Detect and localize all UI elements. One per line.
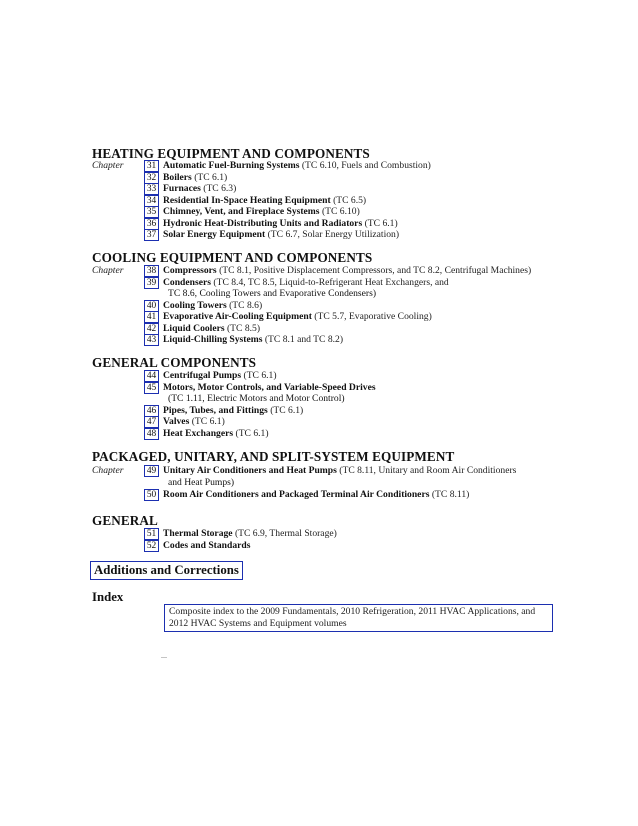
entry-detail: (TC 8.6) xyxy=(229,299,263,311)
entry-detail: (TC 8.11) xyxy=(431,489,470,500)
chapter-31-link[interactable]: 31 xyxy=(144,160,159,172)
chapter-50-link[interactable]: 50 xyxy=(144,489,159,501)
entry-detail: (TC 8.5) xyxy=(226,322,261,334)
entry-title: Liquid Coolers xyxy=(163,322,225,334)
chapter-48-link[interactable]: 48 xyxy=(144,428,159,440)
entry-detail: (TC 6.10) xyxy=(321,206,360,217)
chapter-33-link[interactable]: 33 xyxy=(144,183,159,195)
chapter-38-link[interactable]: 38 xyxy=(144,265,159,277)
chapter-35-link[interactable]: 35 xyxy=(144,206,159,218)
entry-detail: (TC 6.1) xyxy=(364,217,398,229)
entry-detail: (TC 6.7, Solar Energy Utilization) xyxy=(267,229,400,240)
toc-entry xyxy=(144,206,574,218)
toc-entry xyxy=(144,428,574,440)
toc-entry xyxy=(144,218,574,230)
entry-detail: (TC 6.1) xyxy=(243,370,277,381)
entry-detail: (TC 6.1) xyxy=(194,171,228,183)
toc-entry xyxy=(144,300,574,312)
entry-title: Cooling Towers xyxy=(163,299,227,311)
chapter-41-link[interactable]: 41 xyxy=(144,311,159,323)
entry-detail: (TC 5.7, Evaporative Cooling) xyxy=(314,311,432,322)
entry-continuation: and Heat Pumps) xyxy=(168,476,235,488)
chapter-37-link[interactable]: 37 xyxy=(144,229,159,241)
toc-entry xyxy=(144,370,574,382)
entry-detail: (TC 6.10, Fuels and Combustion) xyxy=(301,160,431,171)
entry-title: Furnaces xyxy=(163,183,201,194)
toc-entry xyxy=(144,323,574,335)
chapter-52-link[interactable]: 52 xyxy=(144,540,159,552)
section-heading-general: GENERAL xyxy=(92,513,158,528)
entry-detail: (TC 8.11, Unitary and Room Air Conditioners xyxy=(339,465,517,476)
entry-detail: (TC 8.4, TC 8.5, Liquid-to-Refrigerant Heat Exchangers, and xyxy=(213,276,449,288)
entry-title: Unitary Air Conditioners and Heat Pumps xyxy=(163,465,337,476)
chapter-34-link[interactable]: 34 xyxy=(144,195,159,207)
entry-continuation: TC 8.6, Cooling Towers and Evaporative Condensers) xyxy=(168,288,377,299)
chapter-46-link[interactable]: 46 xyxy=(144,405,159,417)
toc-entry xyxy=(144,416,574,428)
footer-mark: ... xyxy=(161,651,167,660)
chapter-45-link[interactable]: 45 xyxy=(144,382,159,394)
entry-title: Thermal Storage xyxy=(163,528,233,539)
chapter-47-link[interactable]: 47 xyxy=(144,416,159,428)
entry-title: Evaporative Air-Cooling Equipment xyxy=(163,311,312,322)
entry-detail: (TC 6.1) xyxy=(270,404,304,416)
entry-title: Boilers xyxy=(163,171,192,183)
entry-title: Chimney, Vent, and Fireplace Systems xyxy=(163,206,320,217)
chapter-44-link[interactable]: 44 xyxy=(144,370,159,382)
entry-title: Solar Energy Equipment xyxy=(163,229,266,240)
entry-detail: (TC 6.9, Thermal Storage) xyxy=(234,528,337,539)
section-heading-packaged: PACKAGED, UNITARY, AND SPLIT-SYSTEM EQUIPMENT xyxy=(92,449,455,464)
section-heading-general-components: GENERAL COMPONENTS xyxy=(92,355,257,370)
toc-entry xyxy=(144,382,574,394)
section-heading-cooling: COOLING EQUIPMENT AND COMPONENTS xyxy=(92,250,373,265)
entry-detail: (TC 8.1 and TC 8.2) xyxy=(264,334,344,345)
chapter-label: Chapter xyxy=(92,265,124,276)
additions-and-corrections-link[interactable]: Additions and Corrections xyxy=(90,561,243,580)
entry-title: Room Air Conditioners and Packaged Terminal Air Conditioners xyxy=(163,489,430,500)
entry-title: Compressors xyxy=(163,265,217,276)
toc-entry xyxy=(144,183,574,195)
entry-detail: (TC 8.1, Positive Displacement Compressors, and TC 8.2, Centrifugal Machines) xyxy=(219,265,532,276)
toc-entry xyxy=(144,489,574,501)
toc-entry xyxy=(144,334,574,346)
toc-entry xyxy=(144,195,574,207)
entry-title: Centrifugal Pumps xyxy=(163,370,242,381)
chapter-label: Chapter xyxy=(92,160,124,171)
toc-entry xyxy=(144,229,574,241)
entry-title: Residential In-Space Heating Equipment xyxy=(163,194,331,206)
toc-entry xyxy=(144,160,574,172)
entry-title: Hydronic Heat-Distributing Units and Radiators xyxy=(163,217,363,229)
toc-entry xyxy=(144,465,574,477)
index-heading: Index xyxy=(92,590,124,604)
entry-title: Valves xyxy=(163,416,190,427)
entry-detail: (TC 6.1) xyxy=(191,416,225,427)
chapter-42-link[interactable]: 42 xyxy=(144,323,159,335)
toc-entry xyxy=(144,540,574,552)
entry-detail: (TC 6.3) xyxy=(203,183,237,194)
section-heading-heating: HEATING EQUIPMENT AND COMPONENTS xyxy=(92,146,370,161)
toc-entry xyxy=(144,172,574,184)
toc-entry xyxy=(144,528,574,540)
entry-title: Motors, Motor Controls, and Variable-Speed Drives xyxy=(163,381,376,393)
entry-title: Liquid-Chilling Systems xyxy=(163,334,263,345)
entry-title: Pipes, Tubes, and Fittings xyxy=(163,404,268,416)
entry-continuation: (TC 1.11, Electric Motors and Motor Control) xyxy=(168,393,345,404)
chapter-49-link[interactable]: 49 xyxy=(144,465,159,477)
chapter-43-link[interactable]: 43 xyxy=(144,334,159,346)
toc-entry xyxy=(144,405,574,417)
chapter-32-link[interactable]: 32 xyxy=(144,172,159,184)
toc-entry xyxy=(144,311,574,323)
chapter-36-link[interactable]: 36 xyxy=(144,218,159,230)
entry-title: Codes and Standards xyxy=(163,539,251,551)
entry-detail: (TC 6.5) xyxy=(333,194,367,206)
chapter-label: Chapter xyxy=(92,465,124,476)
chapter-40-link[interactable]: 40 xyxy=(144,300,159,312)
entry-title: Automatic Fuel-Burning Systems xyxy=(163,160,300,171)
entry-detail: (TC 6.1) xyxy=(235,427,269,439)
chapter-39-link[interactable]: 39 xyxy=(144,277,159,289)
toc-entry xyxy=(144,265,574,277)
toc-entry xyxy=(144,277,574,289)
composite-index-link[interactable]: Composite index to the 2009 Fundamentals, 2010 Refrigeration, 2011 HVAC Applications, and 2012 HVAC Systems and Equipment volumes xyxy=(164,604,553,632)
entry-title: Heat Exchangers xyxy=(163,427,234,439)
entry-title: Condensers xyxy=(163,276,211,288)
chapter-51-link[interactable]: 51 xyxy=(144,528,159,540)
